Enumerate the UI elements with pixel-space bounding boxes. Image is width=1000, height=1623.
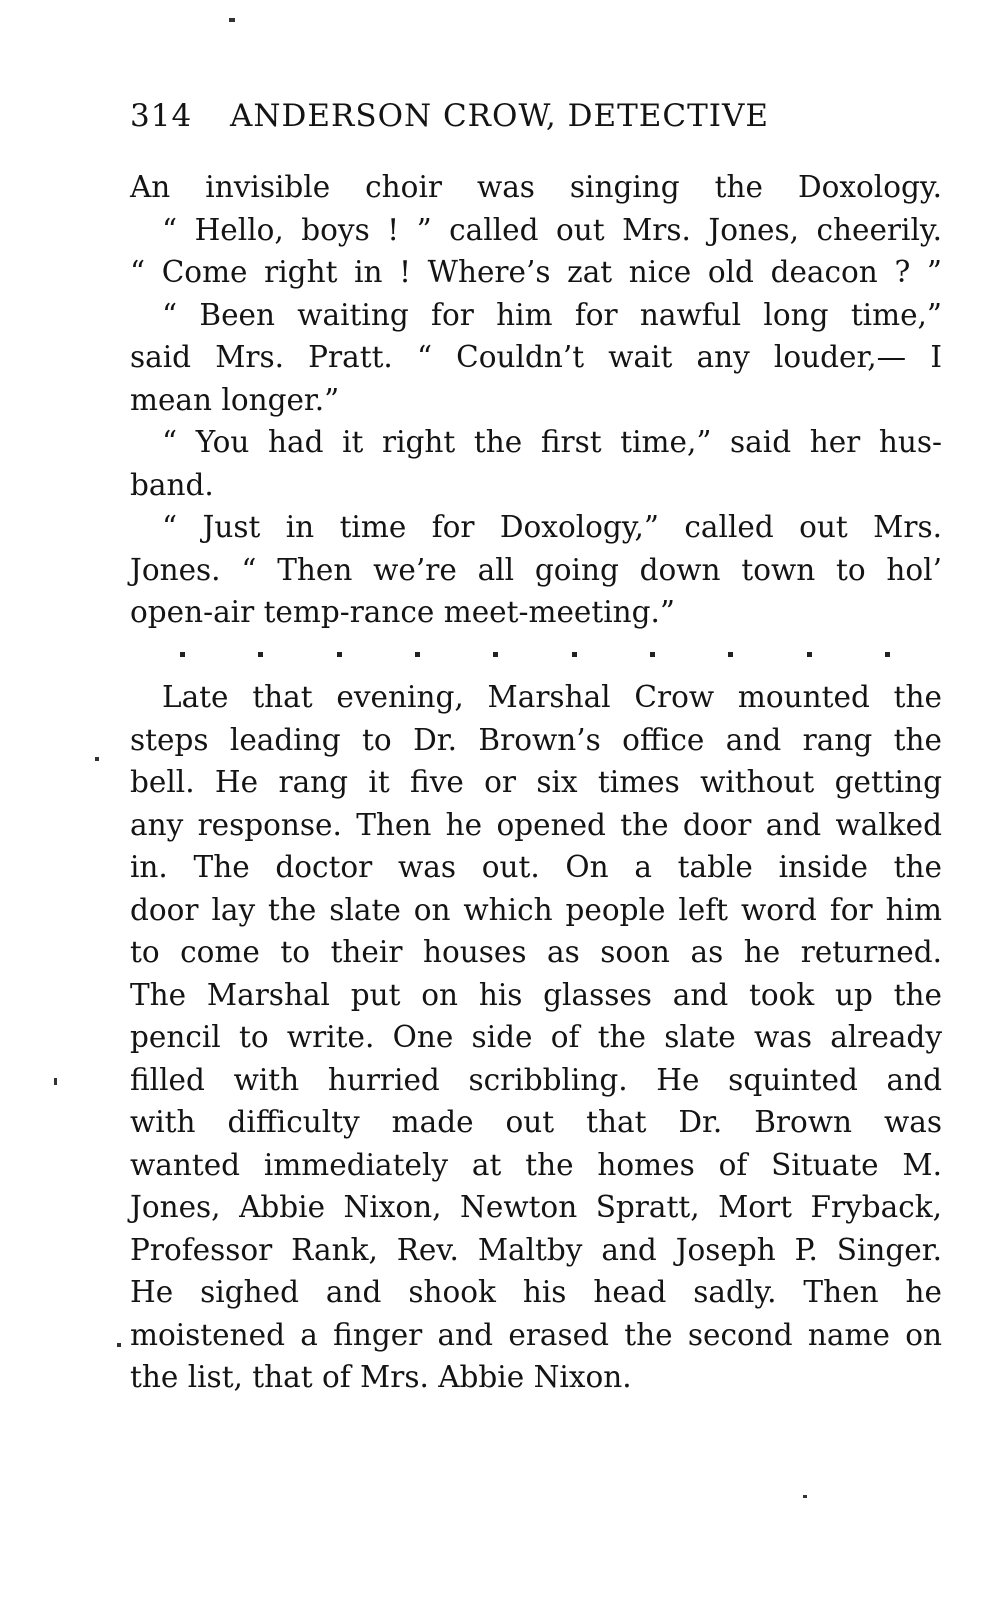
- running-header: [130, 98, 840, 134]
- text-line: moistened a finger and erased the second name on: [130, 1317, 942, 1352]
- text-line: mean longer.”: [130, 382, 340, 417]
- text-line: He sighed and shook his head sadly. Then he: [130, 1275, 942, 1309]
- print-speck: [54, 1078, 57, 1085]
- text-line: Late that evening, Marshal Crow mounted the: [162, 680, 942, 714]
- text-line: steps leading to Dr. Brown’s office and rang the: [130, 722, 942, 757]
- text-line: said Mrs. Pratt. “ Couldn’t wait any louder,— I: [130, 340, 942, 374]
- separator-dot: [415, 652, 420, 657]
- text-line: “ You had it right the first time,” said her hus-: [162, 425, 942, 459]
- separator-dot: [337, 652, 342, 657]
- print-speck: [95, 757, 99, 761]
- text-line: open-air temp-rance meet-meeting.”: [130, 595, 675, 629]
- text-line: with difficulty made out that Dr. Brown was: [130, 1105, 942, 1139]
- text-line: to come to their houses as soon as he returned.: [130, 935, 942, 969]
- text-line: Professor Rank, Rev. Maltby and Joseph P. Singer.: [130, 1232, 942, 1267]
- separator-dot: [180, 652, 185, 657]
- page-number: 314: [130, 98, 193, 134]
- text-line: Jones. “ Then we’re all going down town to hol’: [130, 552, 942, 587]
- separator-dot: [728, 652, 733, 657]
- print-speck: [117, 1343, 121, 1347]
- text-line: the list, that of Mrs. Abbie Nixon.: [130, 1360, 632, 1394]
- narrative-paragraph: [130, 676, 942, 1399]
- separator-dot: [493, 652, 498, 657]
- text-line: “ Just in time for Doxology,” called out Mrs.: [162, 510, 942, 544]
- text-line: band.: [130, 467, 214, 502]
- text-line: in. The doctor was out. On a table inside the: [130, 850, 942, 884]
- separator-dot: [572, 652, 577, 657]
- separator-dot: [807, 652, 812, 657]
- print-speck: [229, 18, 235, 22]
- print-speck: [803, 1495, 807, 1498]
- text-line: An invisible choir was singing the Doxology.: [130, 170, 942, 204]
- section-separator: [180, 642, 890, 666]
- text-line: pencil to write. One side of the slate was already: [130, 1020, 942, 1054]
- text-line: “ Come right in ! Where’s zat nice old deacon ? ”: [130, 255, 942, 289]
- dialogue-block: [130, 166, 942, 634]
- text-line: wanted immediately at the homes of Situate M.: [130, 1147, 942, 1182]
- text-line: bell. He rang it five or six times without getting: [130, 765, 942, 799]
- text-line: door lay the slate on which people left word for him: [130, 892, 942, 927]
- running-title: ANDERSON CROW, DETECTIVE: [230, 98, 770, 134]
- text-line: any response. Then he opened the door and walked: [130, 807, 942, 842]
- text-line: “ Hello, boys ! ” called out Mrs. Jones, cheerily.: [162, 212, 942, 247]
- text-line: The Marshal put on his glasses and took up the: [130, 977, 942, 1012]
- separator-dot: [885, 652, 890, 657]
- text-line: “ Been waiting for him for nawful long time,”: [162, 297, 942, 332]
- text-line: Jones, Abbie Nixon, Newton Spratt, Mort Fryback,: [130, 1190, 942, 1224]
- separator-dot: [650, 652, 655, 657]
- separator-dot: [258, 652, 263, 657]
- text-line: filled with hurried scribbling. He squinted and: [130, 1062, 942, 1097]
